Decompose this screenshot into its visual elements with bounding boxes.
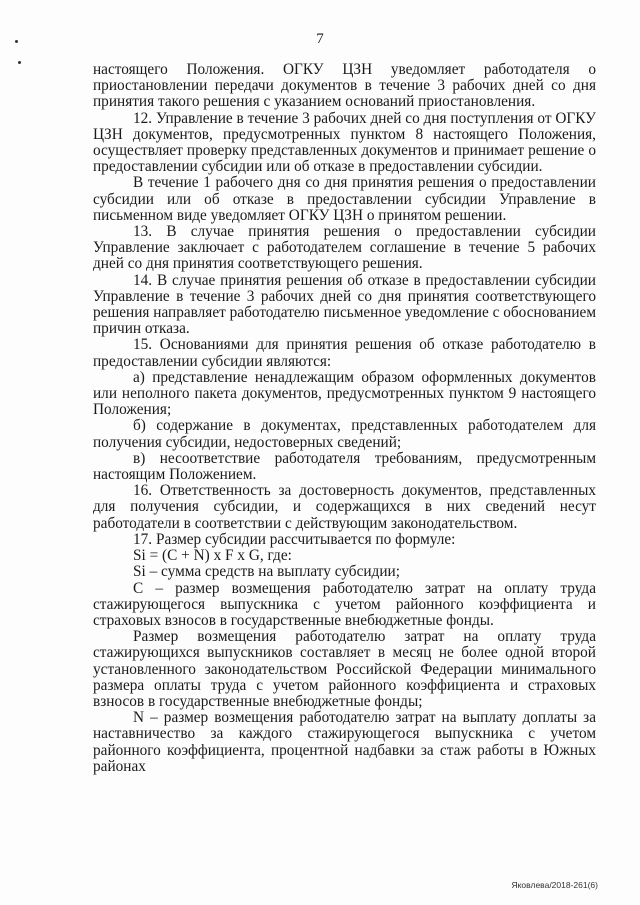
formula: Si = (C + N) x F x G, где:	[133, 547, 292, 565]
paragraph-item-15a: а) представление ненадлежащим образом оформленных документов или неполного пакета документов, предусмотренных пунктом 9 настоящего Положения;	[93, 368, 596, 419]
scan-speck	[18, 61, 21, 64]
paragraph-item-16: 16. Ответственность за достоверность документов, представленных для получения субсидии, и содержащихся в них сведений несут работодатели в соответствии с действующим законодательством.	[93, 482, 596, 532]
paragraph-continuation: настоящего Положения. ОГКУ ЦЗН уведомляет работодателя о приостановлении передачи документов в течение 3 рабочих дней со дня принятия такого решения с указанием оснований приостановления.	[93, 61, 596, 111]
document-body	[93, 62, 596, 775]
paragraph-item-12: 12. Управление в течение 3 рабочих дней со дня поступления от ОГКУ ЦЗН документов, предусмотренных пунктом 8 настоящего Положения, осуществляет проверку представленных документов и принимает решение о предоставлении субсидии или об отказе в предоставлении субсидии.	[93, 109, 596, 176]
paragraph-item-15b: б) содержание в документах, представленных работодателем для получения субсидии, недостоверных сведений;	[93, 417, 596, 451]
paragraph-item-15: 15. Основаниями для принятия решения об отказе работодателю в предоставлении субсидии являются:	[93, 336, 596, 370]
paragraph-notification: В течение 1 рабочего дня со дня принятия решения о предоставлении субсидии или об отказе в предоставлении субсидии Управление в письменном виде уведомляет ОГКУ ЦЗН о принятом решении.	[93, 174, 596, 224]
paragraph-item-15v: в) несоответствие работодателя требованиям, предусмотренным настоящим Положением.	[93, 449, 596, 484]
page-number: 7	[316, 31, 324, 47]
paragraph-compensation-size: Размер возмещения работодателю затрат на оплату труда стажирующихся выпускников составляет в месяц не более одной второй установленного законодательством Российской Федерации минимального размера оплаты труда с учетом районного коэффициента и страховых взносов в государственные внебюджетные фонды;	[93, 628, 596, 710]
definition-si: Si – сумма средств на выплату субсидии;	[133, 563, 400, 581]
definition-n: N – размер возмещения работодателю затрат на выплату доплаты за наставничество за каждого стажирующегося выпускника с учетом районного коэффициента, процентной надбавки за стаж работы в Южных районах	[93, 709, 596, 775]
definition-c: C – размер возмещения работодателю затрат на оплату труда стажирующегося выпускника с учетом районного коэффициента и страховых взносов в государственные внебюджетные фонды.	[93, 579, 596, 629]
paragraph-item-13: 13. В случае принятия решения о предоставлении субсидии Управление заключает с работодателем соглашение в течение 5 рабочих дней со дня принятия соответствующего решения.	[93, 223, 596, 273]
footer-code: Яковлева/2018-261(6)	[511, 880, 598, 890]
paragraph-item-17: 17. Размер субсидии рассчитывается по формуле:	[133, 530, 456, 548]
paragraph-item-14: 14. В случае принятия решения об отказе в предоставлении субсидии Управление в течение 3 рабочих дней со дня принятия соответствующего решения направляет работодателю письменное уведомление с обоснованием причин отказа.	[93, 271, 596, 338]
